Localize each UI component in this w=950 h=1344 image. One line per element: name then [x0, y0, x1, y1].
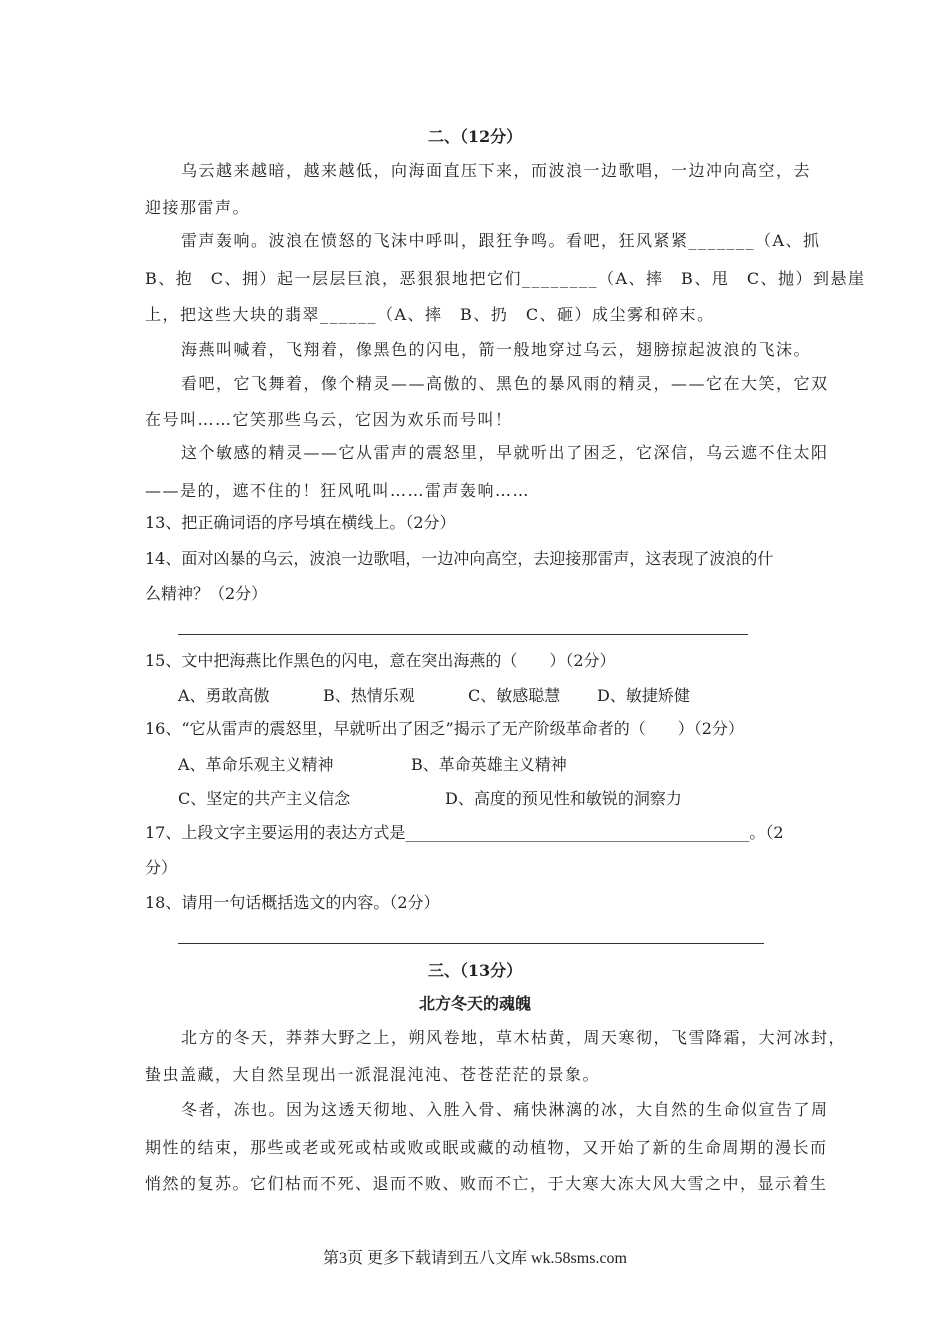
question-17: 17、上段文字主要运用的表达方式是___________________________________________。（2	[145, 823, 784, 842]
passage-line: 看吧，它飞舞着，像个精灵——高傲的、黑色的暴风雨的精灵，——它在大笑，它双	[181, 374, 829, 393]
answer-line-14[interactable]	[178, 634, 748, 635]
option-a[interactable]: A、勇敢高傲	[178, 686, 270, 705]
section-3-heading: 三、（13分）	[427, 961, 523, 980]
option-d[interactable]: D、敏捷矫健	[597, 686, 690, 705]
passage-line: 乌云越来越暗，越来越低，向海面直压下来，而波浪一边歌唱，一边冲向高空，去	[181, 161, 812, 180]
answer-line-18[interactable]	[178, 943, 764, 944]
option-c[interactable]: C、坚定的共产主义信念	[178, 789, 351, 808]
section-2-heading: 二、（12分）	[427, 127, 523, 146]
option-c[interactable]: C、敏感聪慧	[468, 686, 561, 705]
question-18: 18、请用一句话概括选文的内容。（2分）	[145, 893, 440, 912]
passage-line: ——是的，遮不住的！狂风吼叫……雷声轰响……	[145, 481, 531, 500]
option-a[interactable]: A、革命乐观主义精神	[178, 755, 334, 774]
article-line: 期性的结束，那些或老或死或枯或败或眠或藏的动植物，又开始了新的生命周期的漫长而	[145, 1138, 828, 1157]
passage-line: 上，把这些大块的翡翠______（A、摔 B、扔 C、砸）成尘雾和碎末。	[145, 305, 715, 324]
option-d[interactable]: D、高度的预见性和敏锐的洞察力	[445, 789, 682, 808]
question-13: 13、把正确词语的序号填在横线上。（2分）	[145, 513, 456, 532]
article-line: 冬者，冻也。因为这透天彻地、入胜入骨、痛快淋漓的冰，大自然的生命似宣告了周	[181, 1100, 829, 1119]
page-footer: 第3页 更多下载请到五八文库 wk.58sms.com	[322, 1250, 627, 1267]
option-b[interactable]: B、热情乐观	[323, 686, 415, 705]
article-line: 悄然的复苏。它们枯而不死、退而不败、败而不亡，于大寒大冻大风大雪之中，显示着生	[145, 1174, 828, 1193]
question-14-cont: 么精神？（2分）	[145, 584, 268, 603]
option-b[interactable]: B、革命英雄主义精神	[411, 755, 567, 774]
passage-line: B、抱 C、拥）起一层层巨浪，恶狠狠地把它们________（A、摔 B、甩 C、抛）到悬崖	[145, 269, 866, 288]
article-title: 北方冬天的魂魄	[418, 996, 531, 1013]
passage-line: 在号叫……它笑那些乌云，它因为欢乐而号叫！	[145, 410, 513, 429]
passage-line: 海燕叫喊着，飞翔着，像黑色的闪电，箭一般地穿过乌云，翅膀掠起波浪的飞沫。	[181, 340, 812, 359]
passage-line: 迎接那雷声。	[145, 198, 251, 217]
passage-line: 雷声轰响。波浪在愤怒的飞沫中呼叫，跟狂争鸣。看吧，狂风紧紧_______（A、抓	[181, 231, 821, 250]
passage-line: 这个敏感的精灵——它从雷声的震怒里，早就听出了困乏，它深信，乌云遮不住太阳	[181, 443, 829, 462]
question-16: 16、“它从雷声的震怒里，早就听出了困乏”揭示了无产阶级革命者的（ ）（2分）	[145, 719, 744, 738]
question-17-cont: 分）	[145, 858, 178, 877]
question-15: 15、文中把海燕比作黑色的闪电，意在突出海燕的（ ）（2分）	[145, 651, 616, 670]
question-14: 14、面对凶暴的乌云，波浪一边歌唱，一边冲向高空，去迎接那雷声，这表现了波浪的什	[145, 549, 774, 568]
article-line: 北方的冬天，莽莽大野之上，朔风卷地，草木枯黄，周天寒彻，飞雪降霜，大河冰封，	[181, 1028, 847, 1047]
article-line: 蛰虫盖藏，大自然呈现出一派混混沌沌、苍苍茫茫的景象。	[145, 1065, 601, 1084]
